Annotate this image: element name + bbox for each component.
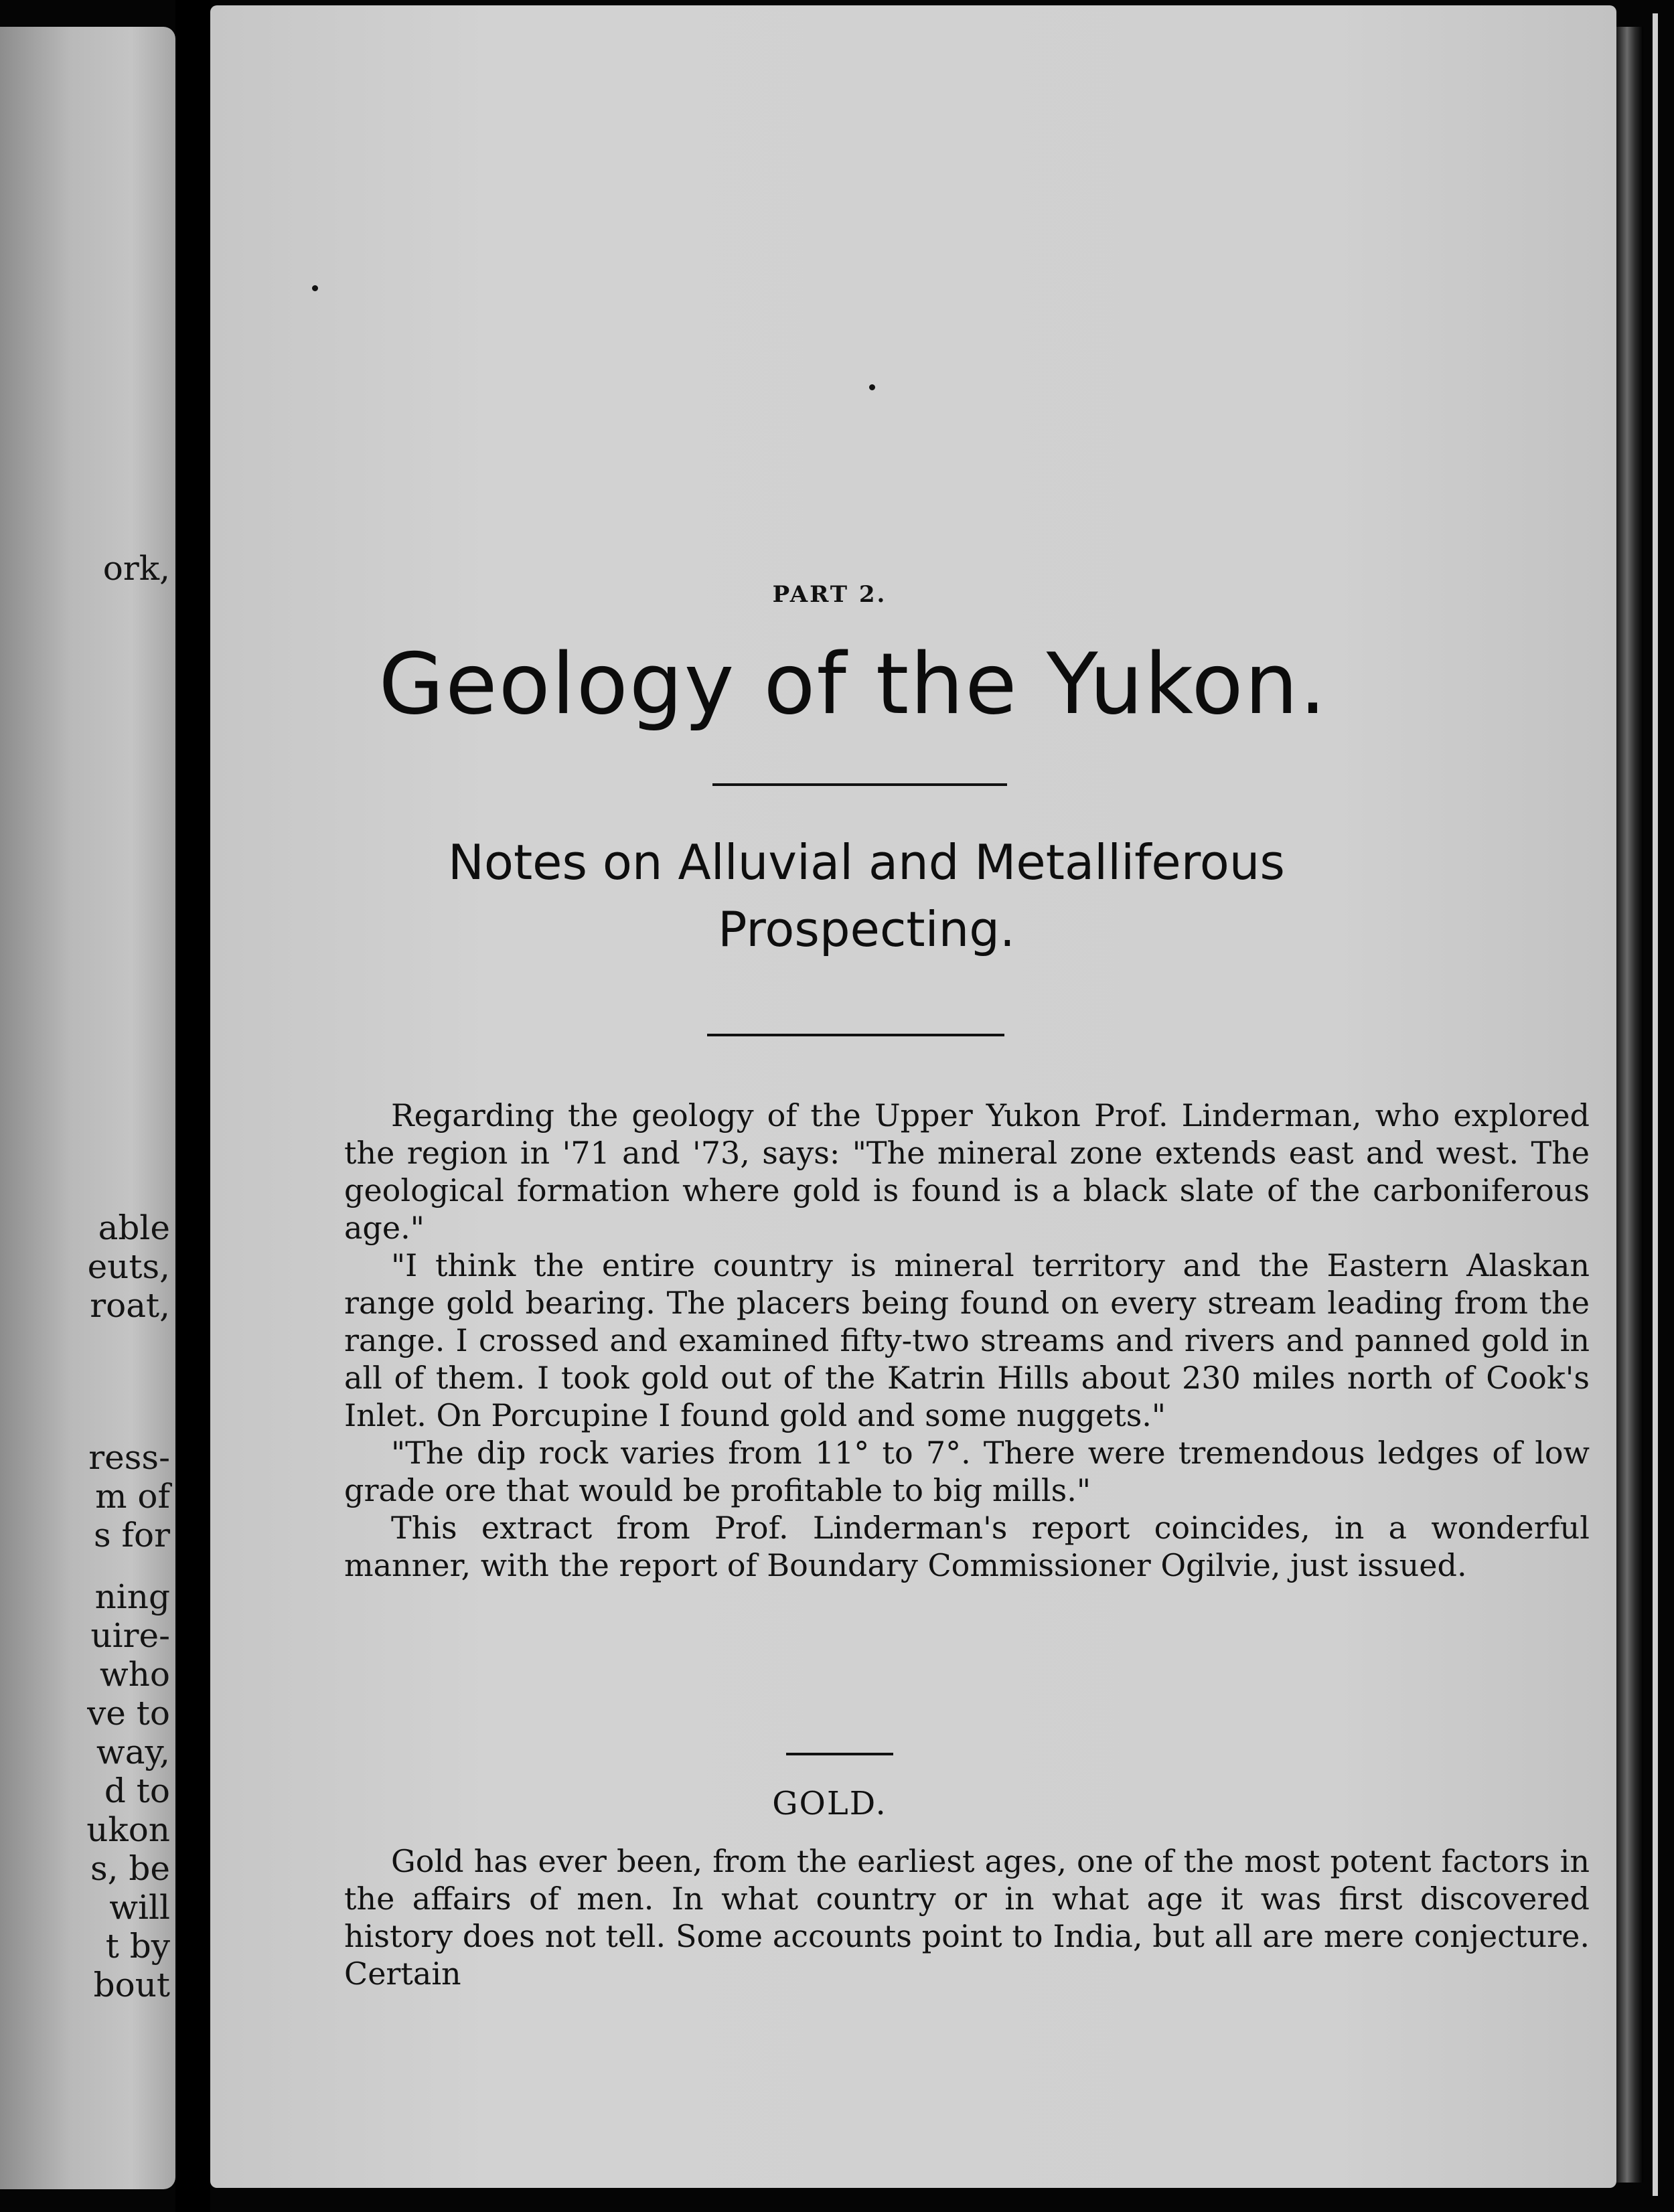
subtitle	[277, 829, 1456, 963]
paragraph: Gold has ever been, from the earliest ages, one of the most potent factors in the affairs of men. In what country or in what age it was first discovered history does not tell. Some accounts point to India, but all are mere conjecture. Certain	[344, 1843, 1590, 1992]
subtitle-line-1: Notes on Alluvial and Metalliferous	[448, 834, 1285, 890]
left-fragment: way,	[96, 1733, 170, 1771]
left-facing-page	[0, 27, 175, 2189]
subtitle-line-2: Prospecting.	[718, 901, 1015, 957]
section-divider	[786, 1753, 893, 1755]
left-fragment: ukon	[86, 1810, 170, 1849]
scan-edge-line	[1653, 13, 1658, 2196]
paragraph: This extract from Prof. Linderman's report coincides, in a wonderful manner, with the report of Boundary Commissioner Ogilvie, just issued.	[344, 1510, 1590, 1583]
right-page	[210, 5, 1616, 2188]
left-fragment: ork,	[102, 549, 170, 588]
left-fragment: d to	[104, 1771, 170, 1810]
title-divider	[712, 783, 1007, 786]
left-fragment: t by	[105, 1927, 170, 1966]
section-heading-gold: GOLD.	[772, 1785, 887, 1822]
left-fragment: euts,	[87, 1247, 170, 1286]
left-fragment: bout	[93, 1966, 170, 2004]
paragraph: Regarding the geology of the Upper Yukon Prof. Linderman, who explored the region in '71 and '73, says: "The mineral zone extends east and west. The geological formation where gold is found is a black slate of the carboniferous age."	[344, 1097, 1590, 1246]
article-body	[344, 1097, 1590, 1584]
ink-speck	[869, 384, 875, 390]
left-fragment: ve to	[87, 1694, 170, 1733]
book-gutter	[175, 0, 210, 2212]
left-fragment: roat,	[90, 1286, 170, 1325]
ink-speck	[312, 285, 318, 291]
paragraph: "The dip rock varies from 11° to 7°. There were tremendous ledges of low grade ore that would be profitable to big mills."	[344, 1435, 1590, 1508]
page-content	[210, 5, 1616, 2188]
left-fragment: able	[98, 1208, 170, 1247]
left-fragment: will	[109, 1888, 170, 1927]
left-fragment: uire-	[90, 1616, 170, 1655]
page-edge	[1616, 27, 1643, 2183]
page-title: Geology of the Yukon.	[378, 635, 1328, 733]
left-fragment: m of	[95, 1477, 170, 1516]
left-fragment: who	[99, 1655, 170, 1694]
left-fragment: s for	[93, 1516, 170, 1555]
left-fragment: ress-	[88, 1438, 170, 1477]
subtitle-divider	[707, 1034, 1004, 1036]
left-fragment: ning	[94, 1577, 170, 1616]
part-label: PART 2.	[772, 581, 887, 608]
gold-section-body	[344, 1842, 1590, 1992]
paragraph: "I think the entire country is mineral territory and the Eastern Alaskan range gold bearing. The placers being found on every stream leading from the range. I crossed and examined fifty-two streams and rivers and panned gold in all of them. I took gold out of the Katrin Hills about 230 miles north of Cook's Inlet. On Porcupine I found gold and some nuggets."	[344, 1247, 1590, 1433]
left-fragment: s, be	[90, 1849, 170, 1888]
